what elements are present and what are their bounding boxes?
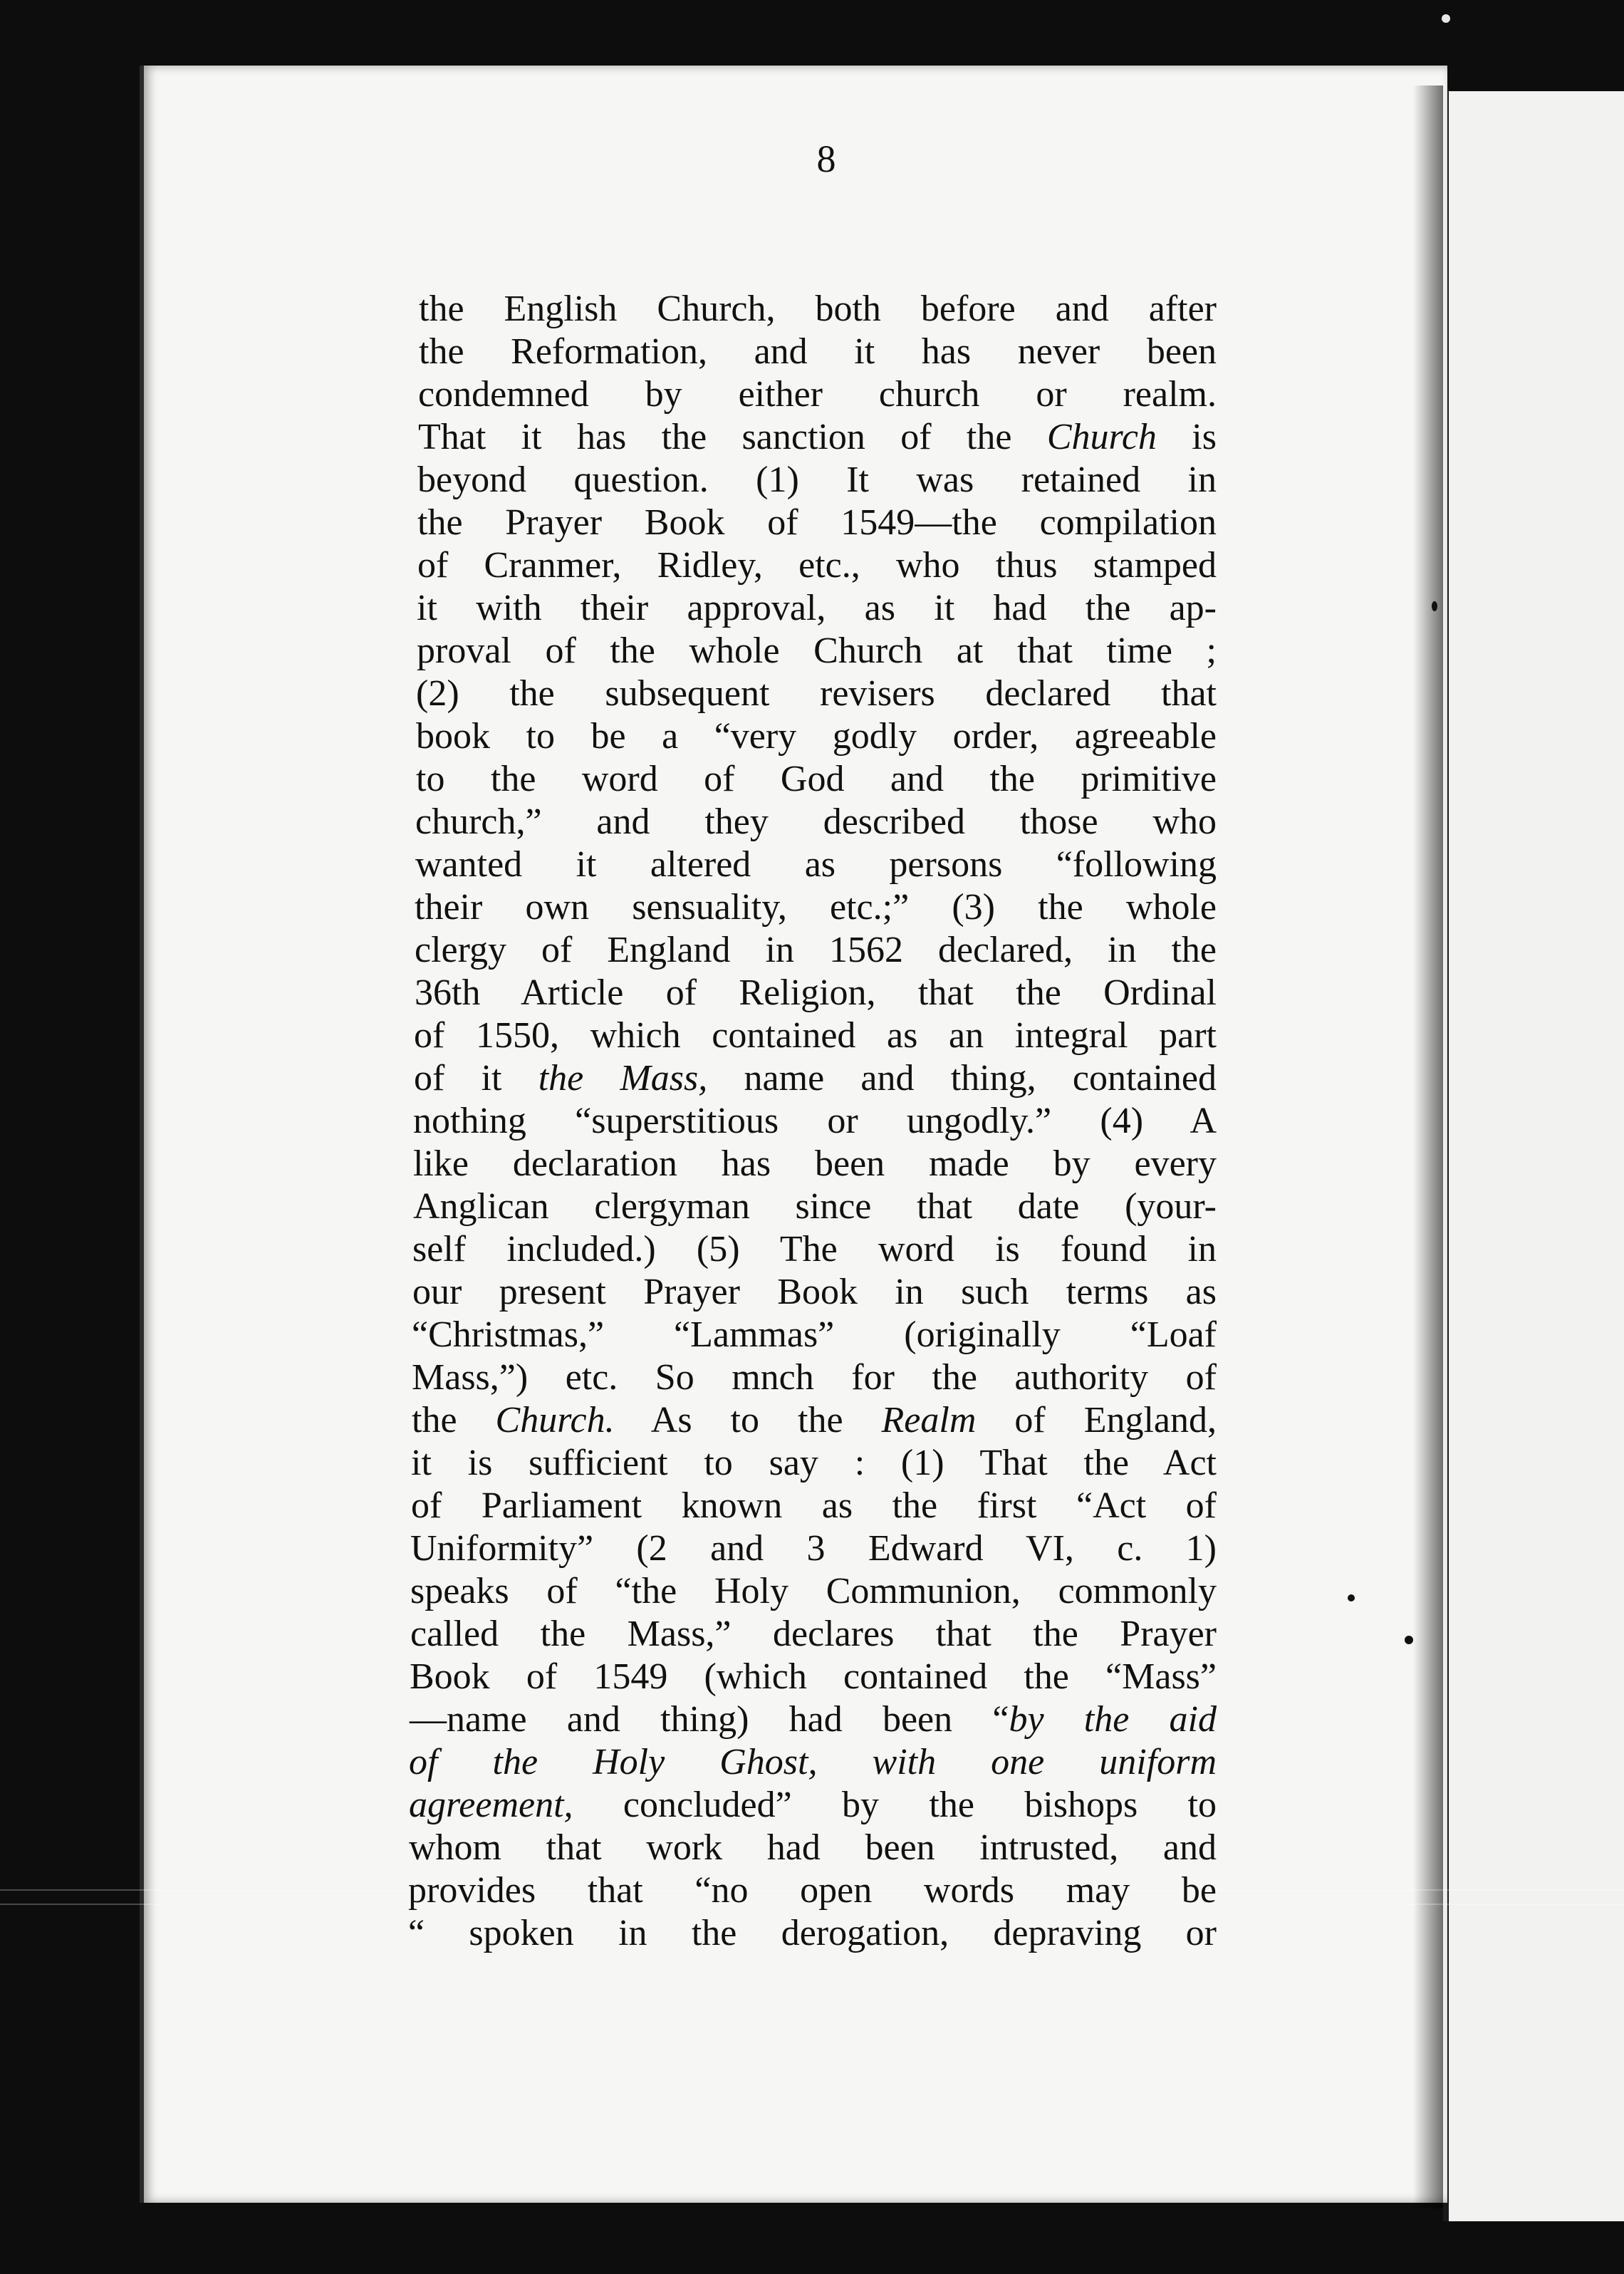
text-line: “ spoken in the derogation, depraving or xyxy=(408,1913,1217,1953)
text-line: “Christmas,” “Lammas” (originally “Loaf xyxy=(412,1314,1217,1355)
text-line: beyond question. (1) It was retained in xyxy=(417,460,1217,500)
text-line: the Reformation, and it has never been xyxy=(419,331,1217,372)
text-line: Book of 1549 (which contained the “Mass” xyxy=(410,1656,1217,1697)
text-line: clergy of England in 1562 declared, in the xyxy=(415,930,1217,970)
text-line: proval of the whole Church at that time ; xyxy=(417,630,1217,671)
text-line: the English Church, both before and after xyxy=(419,289,1217,329)
text-line: That it has the sanction of the Church is xyxy=(418,417,1217,457)
text-line: called the Mass,” declares that the Prayer xyxy=(410,1614,1217,1654)
text-line: to the word of God and the primitive xyxy=(416,759,1217,799)
text-line: 36th Article of Religion, that the Ordinal xyxy=(415,972,1217,1013)
text-line: agreement, concluded” by the bishops to xyxy=(409,1785,1217,1825)
facing-page-edge xyxy=(1443,91,1624,2221)
text-line: of the Holy Ghost, with one uniform xyxy=(409,1742,1217,1782)
text-line: Uniformity” (2 and 3 Edward VI, c. 1) xyxy=(410,1528,1217,1569)
text-line: it with their approval, as it had the ap- xyxy=(417,588,1217,628)
text-line: provides that “no open words may be xyxy=(408,1870,1217,1911)
text-line: condemned by either church or realm. xyxy=(418,374,1217,415)
text-line: church,” and they described those who xyxy=(415,801,1217,842)
page-number: 8 xyxy=(816,137,836,180)
text-line: (2) the subsequent revisers declared that xyxy=(416,673,1217,714)
text-line: whom that work had been intrusted, and xyxy=(409,1827,1217,1868)
text-line: book to be a “very godly order, agreeable xyxy=(416,716,1217,757)
scan-speck xyxy=(1442,14,1450,23)
text-line: like declaration has been made by every xyxy=(413,1143,1217,1184)
text-line: Anglican clergyman since that date (your- xyxy=(413,1186,1217,1227)
text-line: their own sensuality, etc.;” (3) the whole xyxy=(415,887,1217,928)
scan-speck xyxy=(1348,1594,1355,1601)
text-line: of 1550, which contained as an integral part xyxy=(414,1015,1217,1056)
text-line: the Church. As to the Realm of England, xyxy=(412,1400,1217,1440)
text-line: self included.) (5) The word is found in xyxy=(412,1229,1217,1270)
text-line: speaks of “the Holy Communion, commonly xyxy=(410,1571,1217,1611)
text-line: the Prayer Book of 1549—the compilation xyxy=(417,502,1217,543)
text-line: nothing “superstitious or ungodly.” (4) A xyxy=(413,1101,1217,1141)
text-line: our present Prayer Book in such terms as xyxy=(412,1272,1217,1312)
scan-speck xyxy=(1405,1636,1413,1644)
text-line: it is sufficient to say : (1) That the Act xyxy=(411,1443,1217,1483)
text-line: of Parliament known as the first “Act of xyxy=(411,1485,1217,1526)
scan-speck xyxy=(1432,601,1437,611)
text-line: wanted it altered as persons “following xyxy=(415,844,1217,885)
text-line: —name and thing) had been “by the aid xyxy=(410,1699,1217,1740)
text-line: of it the Mass, name and thing, contained xyxy=(414,1058,1217,1099)
text-line: Mass,”) etc. So mnch for the authority of xyxy=(412,1357,1217,1398)
text-line: of Cranmer, Ridley, etc., who thus stamped xyxy=(417,545,1217,586)
body-text xyxy=(408,288,1217,1955)
